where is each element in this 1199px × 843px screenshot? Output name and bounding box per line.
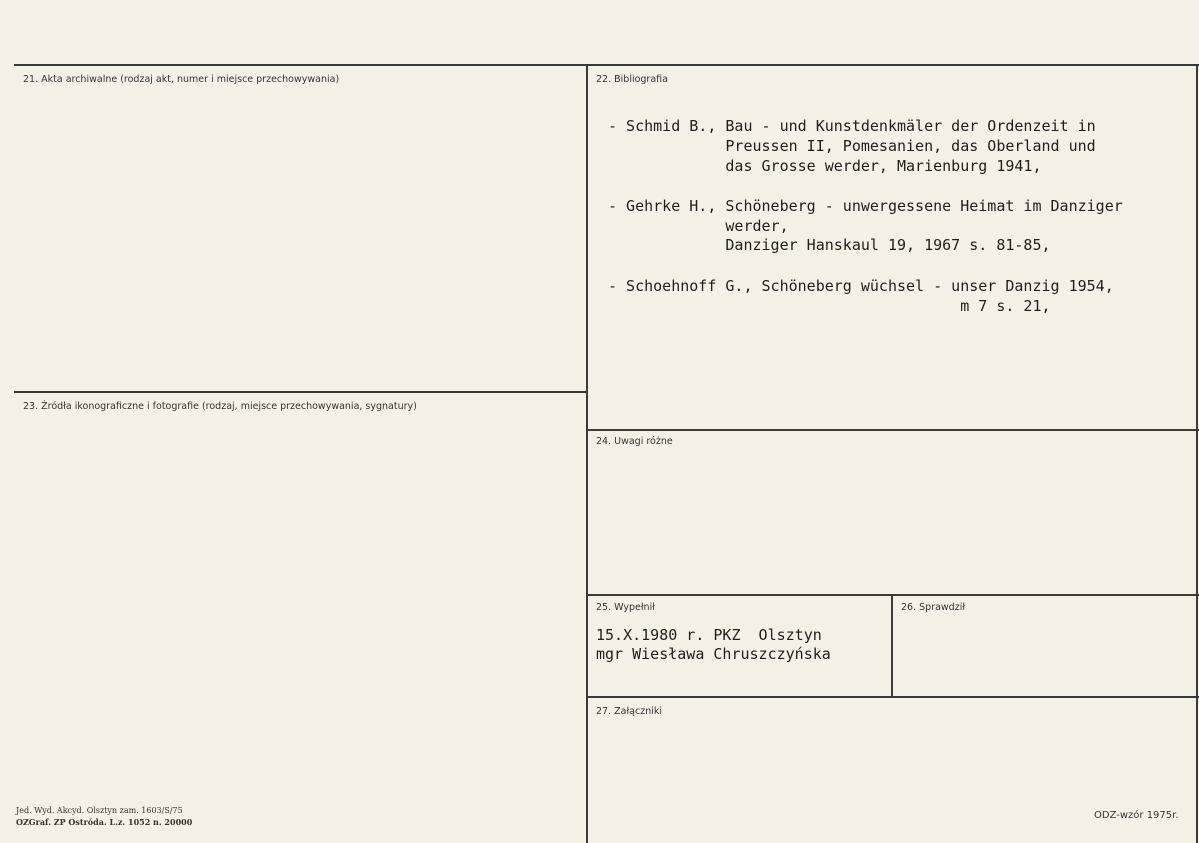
filled-by-date-line: 15.X.1980 r. PKZ Olsztyn — [596, 626, 822, 644]
bibliography-line: - Gehrke H., Schöneberg - unwergessene Heimat im Danziger — [608, 197, 1123, 215]
printer-info-line-1: Jed. Wyd. Akcyd. Olsztyn zam. 1603/S/75 — [16, 806, 183, 815]
center-divider — [586, 64, 588, 843]
top-border — [14, 64, 1199, 66]
section-21-label: 21. Akta archiwalne (rodzaj akt, numer i miejsce przechowywania) — [23, 74, 340, 85]
divider-24-25 — [587, 594, 1199, 596]
section-22-label: 22. Bibliografia — [596, 74, 668, 85]
right-border — [1196, 64, 1198, 843]
divider-22-24 — [587, 429, 1199, 431]
bibliography-line: - Schmid B., Bau - und Kunstdenkmäler der Ordenzeit in — [608, 117, 1096, 135]
printer-info-line-2: OZGraf. ZP Ostróda. L.z. 1052 n. 20000 — [16, 817, 193, 827]
bibliography-line: m 7 s. 21, — [608, 297, 1051, 315]
section-27-label: 27. Załączniki — [596, 706, 662, 717]
bibliography-line: Danziger Hanskaul 19, 1967 s. 81-85, — [608, 236, 1051, 254]
bibliography-line: Preussen II, Pomesanien, das Oberland und — [608, 137, 1096, 155]
bibliography-line: werder, — [608, 217, 789, 235]
bibliography-line: das Grosse werder, Marienburg 1941, — [608, 157, 1042, 175]
section-26-label: 26. Sprawdził — [901, 602, 966, 613]
section-25-label: 25. Wypełnił — [596, 602, 655, 613]
filled-by-name-line: mgr Wiesława Chruszczyńska — [596, 645, 831, 663]
divider-25-26 — [891, 594, 893, 697]
left-section-divider — [14, 391, 587, 393]
bibliography-line: - Schoehnoff G., Schöneberg wüchsel - unser Danzig 1954, — [608, 277, 1114, 295]
section-23-label: 23. Źródła ikonograficzne i fotografie (rodzaj, miejsce przechowywania, sygnatury) — [23, 401, 417, 412]
form-code: ODZ-wzór 1975r. — [1094, 810, 1179, 821]
section-24-label: 24. Uwagi różne — [596, 436, 673, 447]
divider-25-27 — [587, 696, 1199, 698]
